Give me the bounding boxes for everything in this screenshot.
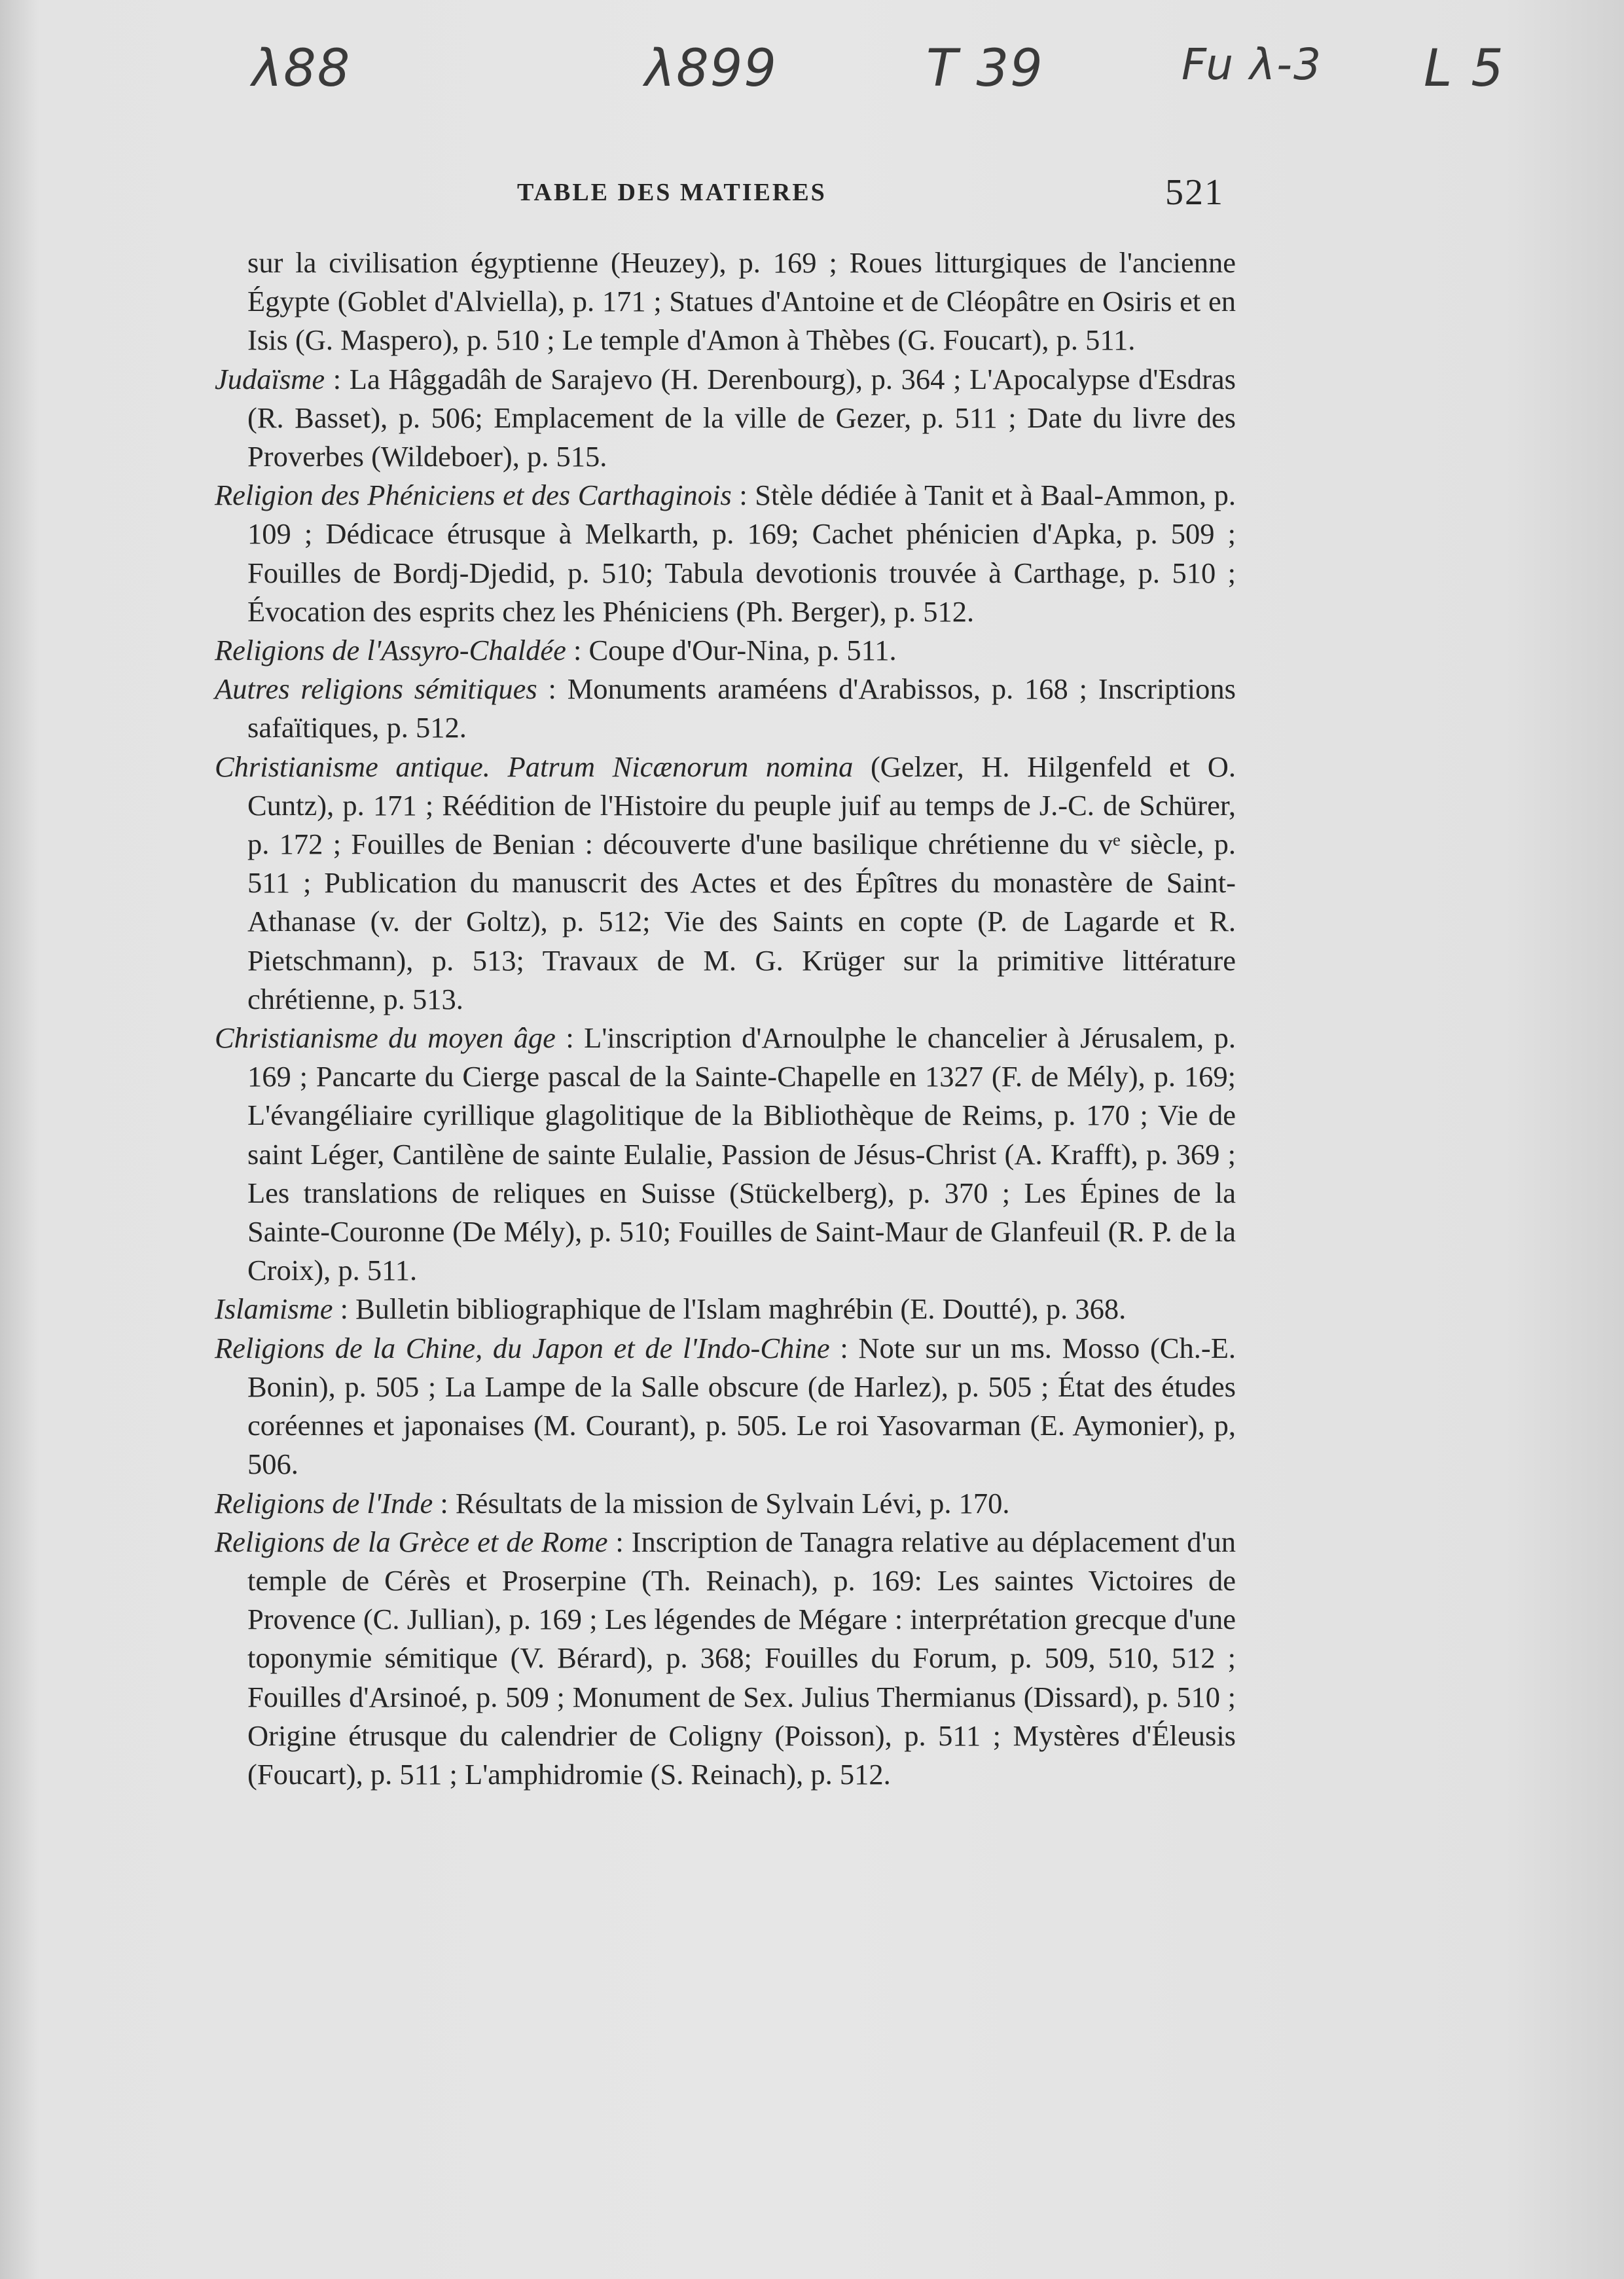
entry-text: : Stèle dédiée à Tanit et à Baal-Ammon, p. 109 ; Dédicace étrusque à Melkarth, p. 169; Cachet phénicien d'Apka, p. 509 ; Fouilles de Bordj-Djedid, p. 510; Tabula devotionis trouvée à Carthage, p. 510 ; Évocation des esprits chez les Phéniciens (Ph. Berger), p. 512. [247,479,1236,628]
index-entry-grece-rome [215,1523,1236,1794]
page-header [216,172,1224,217]
index-entry-christianisme-antique [215,748,1236,1019]
entry-topic: Religion des Phéniciens et des Carthaginois [215,479,732,512]
handwritten-note: λ88 [252,39,352,98]
index-entry-christianisme-moyen-age [215,1019,1236,1290]
entry-text: : Note sur un ms. Mosso (Ch.-E. Bonin), p. 505 ; La Lampe de la Salle obscure (de Harlez), p. 505 ; État des études coréennes et japonaises (M. Courant), p. 505. Le roi Yasovarman (E. Aymonier), p, 506. [247,1331,1236,1481]
index-entry-semitiques [215,670,1236,747]
entry-topic: Christianisme du moyen âge [215,1021,556,1055]
index-entry-assyro-chaldee [215,631,1236,670]
entry-text: : Coupe d'Our-Nina, p. 511. [566,634,897,667]
entry-topic: Religions de la Chine, du Japon et de l'Indo-Chine [215,1331,830,1364]
entry-topic: Religions de l'Inde [215,1486,433,1520]
handwritten-note: L 5 [1424,39,1505,98]
entry-topic: Christianisme antique. Patrum Nicænorum nomina [215,750,854,783]
index-entry-inde [215,1484,1236,1523]
handwritten-note: λ899 [645,39,778,98]
index-entry-judaisme [215,360,1236,477]
entry-text: : Bulletin bibliographique de l'Islam maghrébin (E. Doutté), p. 368. [333,1292,1127,1326]
page-number: 521 [1165,172,1224,213]
index-body [215,244,1236,1794]
index-entry-chine-japon [215,1329,1236,1484]
entry-text: : Résultats de la mission de Sylvain Lévi, p. 170. [433,1486,1010,1520]
index-entry-islamisme [215,1290,1236,1328]
entry-topic: Judaïsme [215,362,325,395]
entry-text: : L'inscription d'Arnoulphe le chancelier à Jérusalem, p. 169 ; Pancarte du Cierge pascal de la Sainte-Chapelle en 1327 (F. de Mély), p. 169; L'évangéliaire cyrillique glagolitique de la Bibliothèque de Reims, p. 170 ; Vie de saint Léger, Cantilène de sainte Eulalie, Passion de Jésus-Christ (A. Krafft), p. 369 ; Les translations de reliques en Suisse (Stückelberg), p. 370 ; Les Épines de la Sainte-Couronne (De Mély), p. 510; Fouilles de Saint-Maur de Glanfeuil (R. P. de la Croix), p. 511. [247,1021,1236,1287]
entry-topic: Autres religions sémitiques [215,672,537,706]
handwritten-note: Fu λ-3 [1182,39,1322,90]
entry-text: (Gelzer, H. Hilgenfeld et O. Cuntz), p. 171 ; Réédition de l'Histoire du peuple juif au temps de J.-C. de Schürer, p. 172 ; Fouilles de Benian : découverte d'une basilique chrétienne du vᵉ siècle, p. 511 ; Publication du manuscrit des Actes et des Épîtres du monastère de Saint-Athanase (v. der Goltz), p. 512; Vie des Saints en copte (P. de Lagarde et R. Pietschmann), p. 513; Travaux de M. G. Krüger sur la primitive littérature chrétienne, p. 513. [247,750,1236,1015]
running-title: TABLE DES MATIERES [517,179,827,206]
continuation-paragraph: sur la civilisation égyptienne (Heuzey), p. 169 ; Roues litturgiques de l'ancienne Égypte (Goblet d'Alviella), p. 171 ; Statues d'Antoine et de Cléopâtre en Osiris et en Isis (G. Maspero), p. 510 ; Le temple d'Amon à Thèbes (G. Foucart), p. 511. [247,246,1236,357]
entry-topic: Religions de l'Assyro-Chaldée [215,634,566,667]
handwritten-note: T 39 [926,39,1044,98]
entry-topic: Religions de la Grèce et de Rome [215,1525,608,1558]
entry-text: : Monuments araméens d'Arabissos, p. 168 ; Inscriptions safaïtiques, p. 512. [247,672,1236,744]
entry-text: : La Hâggadâh de Sarajevo (H. Derenbourg), p. 364 ; L'Apocalypse d'Esdras (R. Basset), p. 506; Emplacement de la ville de Gezer, p. 511 ; Date du livre des Proverbes (Wildeboer), p. 515. [247,362,1236,473]
entry-topic: Islamisme [215,1292,333,1326]
index-entry-pheniciens [215,476,1236,631]
entry-text: : Inscription de Tanagra relative au déplacement d'un temple de Cérès et Proserpine (Th. Reinach), p. 169: Les saintes Victoires de Provence (C. Jullian), p. 169 ; Les légendes de Mégare : interprétation grecque d'une toponymie sémitique (V. Bérard), p. 368; Fouilles du Forum, p. 509, 510, 512 ; Fouilles d'Arsinoé, p. 509 ; Monument de Sex. Julius Thermianus (Dissard), p. 510 ; Origine étrusque du calendrier de Coligny (Poisson), p. 511 ; Mystères d'Éleusis (Foucart), p. 511 ; L'amphidromie (S. Reinach), p. 512. [247,1525,1236,1791]
